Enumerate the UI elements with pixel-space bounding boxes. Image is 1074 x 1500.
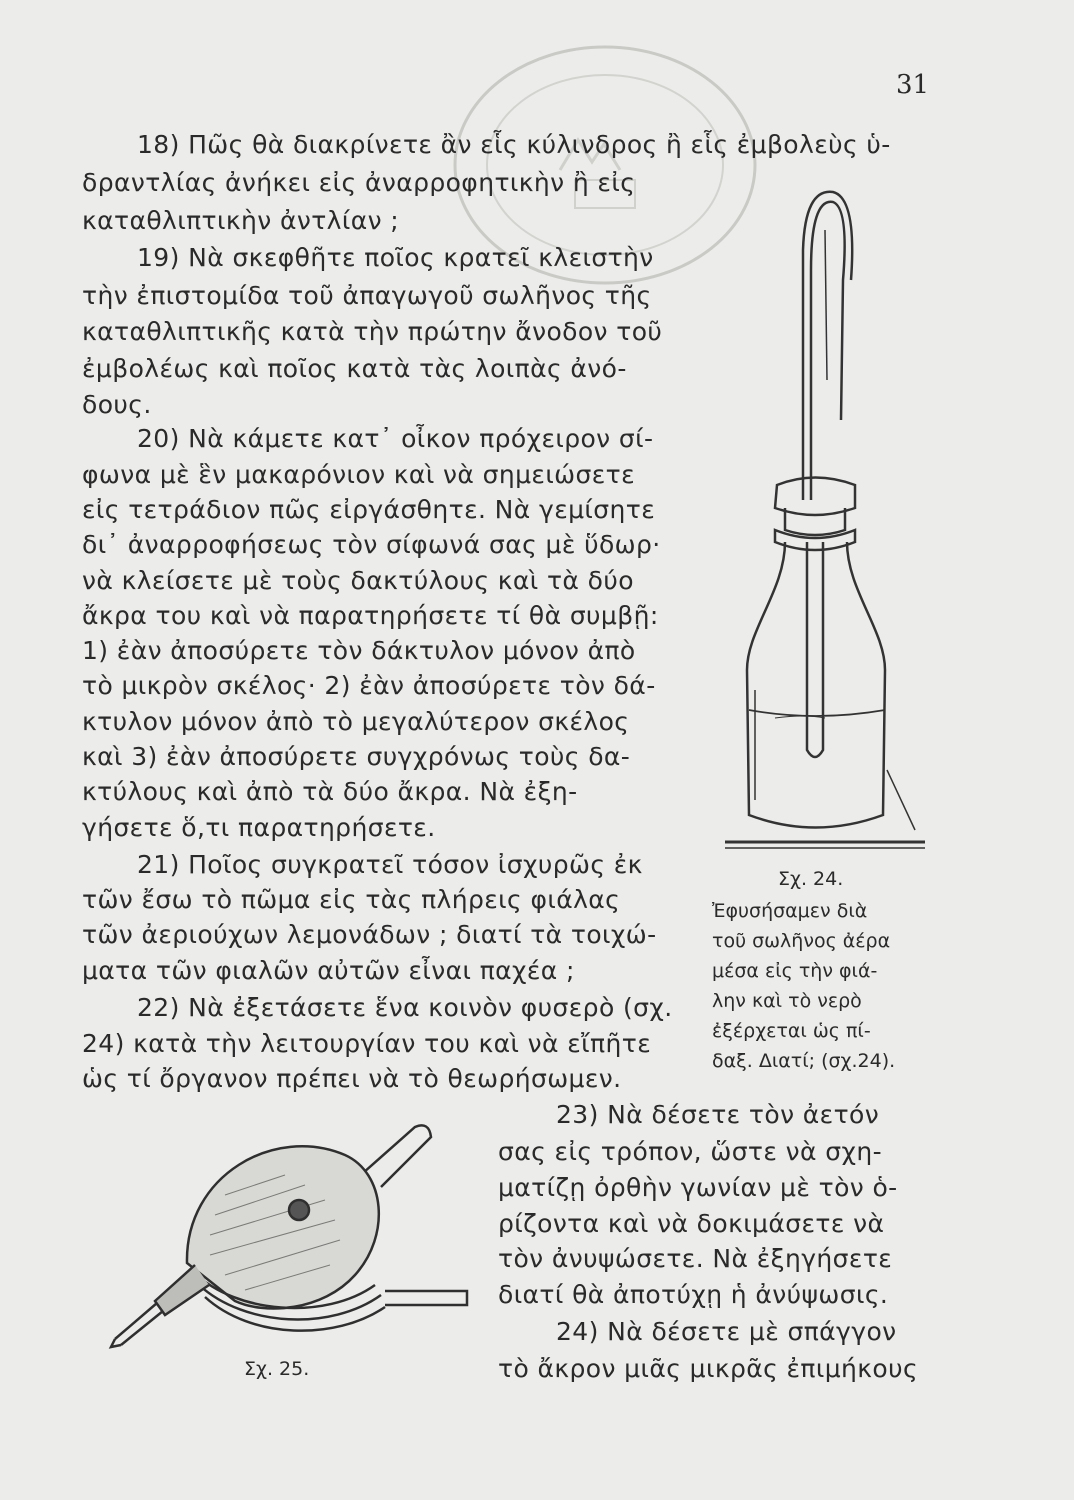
text-line: τὸ ἄκρον μιᾶς μικρᾶς ἐπιμήκους xyxy=(498,1354,919,1383)
text-line: ἄκρα του καὶ νὰ παρατηρήσετε τί θὰ συμβῇ: xyxy=(82,601,659,630)
figure-24-bottle xyxy=(715,190,935,860)
text-line: τὸ μικρὸν σκέλος· 2) ἐὰν ἀποσύρετε τὸν δά- xyxy=(82,671,656,700)
text-line: ματα τῶν φιαλῶν αὐτῶν εἶναι παχέα ; xyxy=(82,956,575,985)
text-line: 20) Νὰ κάμετε κατ᾽ οἶκον πρόχειρον σί- xyxy=(137,424,654,453)
text-line: τὴν ἐπιστομίδα τοῦ ἀπαγωγοῦ σωλῆνος τῆς xyxy=(82,281,652,310)
text-line: 23) Νὰ δέσετε τὸν ἀετόν xyxy=(556,1100,880,1129)
text-line: φωνα μὲ ἓν μακαρόνιον καὶ νὰ σημειώσετε xyxy=(82,460,636,489)
text-line: 22) Νὰ ἐξετάσετε ἕνα κοινὸν φυσερὸ (σχ. xyxy=(137,993,673,1022)
text-line: κτυλον μόνον ἀπὸ τὸ μεγαλύτερον σκέλος xyxy=(82,707,630,736)
page-number: 31 xyxy=(896,70,930,100)
text-line: δους. xyxy=(82,390,152,419)
text-line: καταθλιπτικὴν ἀντλίαν ; xyxy=(82,206,400,235)
text-line: τῶν ἀεριούχων λεμονάδων ; διατί τὰ τοιχώ- xyxy=(82,920,657,949)
text-line: 21) Ποῖος συγκρατεῖ τόσον ἰσχυρῶς ἐκ xyxy=(137,850,643,879)
figure-24-caption-line: Ἐφυσήσαμεν διὰ xyxy=(712,900,868,922)
text-line: ἐμβολέως καὶ ποῖος κατὰ τὰς λοιπὰς ἀνό- xyxy=(82,354,627,383)
figure-24-caption-line: τοῦ σωλῆνος ἀέρα xyxy=(712,930,891,952)
text-line: 19) Νὰ σκεφθῆτε ποῖος κρατεῖ κλειστὴν xyxy=(137,243,654,272)
text-line: εἰς τετράδιον πῶς εἰργάσθητε. Νὰ γεμίσητε xyxy=(82,495,656,524)
text-line: σας εἰς τρόπον, ὥστε νὰ σχη- xyxy=(498,1137,882,1166)
text-line: 24) Νὰ δέσετε μὲ σπάγγον xyxy=(556,1317,897,1346)
text-line: 18) Πῶς θὰ διακρίνετε ἂν εἷς κύλινδρος ἢ εἷς ἐμβολεὺς ὑ- xyxy=(137,130,891,159)
text-line: τῶν ἔσω τὸ πῶμα εἰς τὰς πλήρεις φιάλας xyxy=(82,885,621,914)
text-line: καὶ 3) ἐὰν ἀποσύρετε συγχρόνως τοὺς δα- xyxy=(82,742,631,771)
figure-24-caption-line: δαξ. Διατί; (σχ.24). xyxy=(712,1050,896,1072)
text-line: ματίζῃ ὀρθὴν γωνίαν μὲ τὸν ὁ- xyxy=(498,1173,898,1202)
text-line: τὸν ἀνυψώσετε. Νὰ ἐξηγήσετε xyxy=(498,1244,893,1273)
figure-24-caption-line: ἐξέρχεται ὡς πί- xyxy=(712,1020,871,1042)
figure-24-label: Σχ. 24. xyxy=(778,868,844,890)
text-line: καταθλιπτικῆς κατὰ τὴν πρώτην ἄνοδον τοῦ xyxy=(82,317,663,346)
figure-24-caption-line: λην καὶ τὸ νερὸ xyxy=(712,990,862,1012)
figure-25-bellows xyxy=(85,1115,485,1350)
text-line: διατί θὰ ἀποτύχῃ ἡ ἀνύψωσις. xyxy=(498,1280,889,1309)
text-line: γήσετε ὅ,τι παρατηρήσετε. xyxy=(82,813,436,842)
text-line: 24) κατὰ τὴν λειτουργίαν του καὶ νὰ εἴπῆτε xyxy=(82,1029,652,1058)
text-line: δραντλίας ἀνήκει εἰς ἀναρροφητικὴν ἢ εἰς xyxy=(82,168,636,197)
text-line: ρίζοντα καὶ νὰ δοκιμάσετε νὰ xyxy=(498,1209,885,1238)
figure-25-label: Σχ. 25. xyxy=(244,1358,310,1380)
figure-24-caption-line: μέσα εἰς τὴν φιά- xyxy=(712,960,878,982)
text-line: 1) ἐὰν ἀποσύρετε τὸν δάκτυλον μόνον ἀπὸ xyxy=(82,636,636,665)
text-line: νὰ κλείσετε μὲ τοὺς δακτύλους καὶ τὰ δύο xyxy=(82,566,634,595)
text-line: ὡς τί ὄργανον πρέπει νὰ τὸ θεωρήσωμεν. xyxy=(82,1064,622,1093)
text-line: δι᾽ ἀναρροφήσεως τὸν σίφωνά σας μὲ ὕδωρ· xyxy=(82,530,661,559)
text-line: κτύλους καὶ ἀπὸ τὰ δύο ἄκρα. Νὰ ἐξη- xyxy=(82,777,578,806)
